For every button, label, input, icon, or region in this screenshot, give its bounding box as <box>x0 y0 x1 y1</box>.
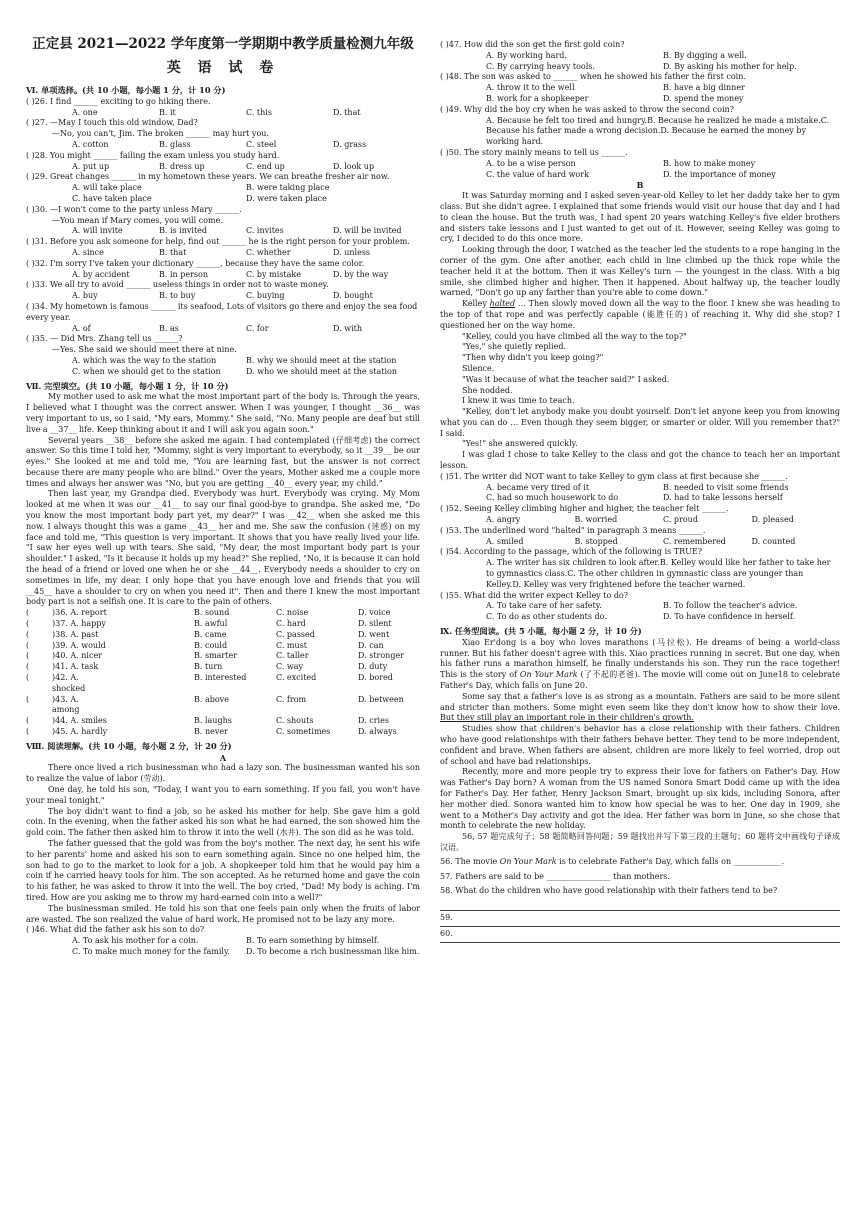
option-spacer <box>108 630 194 641</box>
option-a: )36. A. report <box>52 608 107 618</box>
question-55 <box>440 591 840 623</box>
options <box>26 248 420 259</box>
question-stem-cont: —No, you can't, Jim. The broken ______ may hurt you. <box>52 129 269 139</box>
option: A. which was the way to the station <box>72 355 217 365</box>
question-49 <box>440 105 840 148</box>
dialog-line: Silence. <box>462 363 495 373</box>
option-d: D. bored <box>358 673 393 683</box>
underlined-sentence: But they still play an important role in their children's growth. <box>440 713 694 723</box>
cloze-options <box>26 608 420 738</box>
option: D. the importance of money <box>663 169 776 179</box>
question-53 <box>440 526 840 548</box>
option-c: C. from <box>276 694 307 704</box>
dialog-line: "Yes!" she answered quickly. <box>462 439 578 449</box>
bracket: ( <box>26 673 30 683</box>
section-9-heading: Ⅸ. 任务型阅读。(共 5 小题，每小题 2 分，计 10 分) <box>440 626 642 637</box>
option-c: C. shouts <box>276 716 314 726</box>
option: C. invites <box>246 226 284 236</box>
option-a: )42. A. shocked <box>52 673 86 693</box>
question-stem: ( )31. Before you ask someone for help, find out ______ he is the right person for your problem. <box>26 237 410 247</box>
option: A. throw it to the well <box>486 83 575 93</box>
option: B. stopped <box>574 536 618 546</box>
option-a: )45. A. hardly <box>52 727 108 737</box>
option: C. for <box>246 323 269 333</box>
option: D. Because he earned the money by working hard. <box>486 126 806 147</box>
question <box>26 334 420 377</box>
option-c: C. taller <box>276 651 309 661</box>
option-spacer <box>108 716 194 727</box>
question <box>26 259 420 281</box>
option-c: C. noise <box>276 608 309 618</box>
option: D. who we should meet at the station <box>246 366 397 376</box>
options <box>440 558 840 590</box>
question-stem: ( )54. According to the passage, which of the following is TRUE? <box>440 547 703 557</box>
option-c: C. way <box>276 662 304 672</box>
option: B. glass <box>159 139 191 149</box>
option-a: )38. A. past <box>52 629 99 639</box>
options <box>26 936 420 958</box>
option-b: B. could <box>194 640 228 650</box>
option: D. counted <box>751 536 796 546</box>
q56-movie: On Your Mark <box>499 856 557 866</box>
option: B. Kelley would like her father to take her to gymnastics class. <box>486 558 831 579</box>
options <box>440 515 840 526</box>
options <box>26 324 420 335</box>
halted-word: halted <box>489 299 516 309</box>
option: A. by accident <box>72 269 130 279</box>
dialog-line: "Yes," she quietly replied. <box>462 342 567 352</box>
sec9-p1-post: (了不起的老爸). The movie will come out on June18 to celebrate Father's Day, which falls on June 20. <box>440 670 841 691</box>
cloze-paragraph: Then last year, my Grandpa died. Everybody was hurt. Everybody was crying. My Mom looked at me when it was our __41__ to say our final good-bye to grandpa. She asked me, "Do you know the most important body part yet, my dear?" I was __42__ when she asked me this now. I always thought this was a game __43__ her and me. She saw the confusion (迷惑) on my face and told me, "This question is very important. It shows that you have really lived your life. "I saw her eyes well up with tears. She said, "My dear, the most important body part is your shoulder." I asked, "Is it because it holds up my head?" She replied, "No, it is because it can hold the head of a friend or loved one when he or she __44__. Everybody needs a shoulder to cry on sometimes in life, my dear. I only hope that you have enough love and friends that you will __45__ have a shoulder to cry on when you need it". Then and there I knew the most important body part is not a selfish one. It is care to the pain of others. <box>26 489 420 607</box>
q56-pre: 56. The movie <box>440 856 500 866</box>
question-stem: ( )47. How did the son get the first gold coin? <box>440 40 625 49</box>
section-6-questions <box>26 97 420 378</box>
option-b: B. turn <box>194 662 223 672</box>
cloze-option-row <box>26 651 420 662</box>
passage-a-label: A <box>219 752 227 763</box>
option: A. since <box>72 247 104 257</box>
halted-post: … Then slowly moved down all the way to the floor. I knew she was heading to the top of that rope and was perfectly capable (能胜任的) of reaching it. Why did she stop? I questioned her on the way home. <box>440 299 840 330</box>
option-c: C. excited <box>276 673 317 683</box>
option: D. unless <box>333 247 371 257</box>
option-spacer <box>108 662 194 673</box>
halted-pre: Kelley <box>462 299 490 309</box>
option: B. Because he realized he made a mistake. <box>647 115 821 125</box>
options <box>440 51 840 73</box>
option: B. worried <box>574 515 618 525</box>
option-a: )41. A. task <box>52 662 99 672</box>
question-stem-cont: —Yes. She said we should meet there at nine. <box>52 345 237 355</box>
passage-paragraph: The father guessed that the gold was from the boy's mother. The next day, he sent his wife to her parents' home and asked his son to earn something again. Since no one helped him, the son had to go to the market to look for a job. A shopkeeper told him that he would pay him a coin if he carried heavy tools for him. The son accepted. As he returned home and gave the coin to his father, he was asked to throw it into the well. The boy cried, "Dad! My body is aching. I'm tired. How are you asking me to throw my hard-earned coin into a well?" <box>26 838 420 902</box>
passage-paragraph: The boy didn't want to find a job, so he asked his mother for help. She gave him a gold coin. In the evening, when the father asked his son what he had earned, the son showed him the gold coin. The father then asked him to throw it into the well (水井). The son did as he was told. <box>26 806 420 838</box>
question-stem: ( )50. The story mainly means to tell us ______. <box>440 147 628 157</box>
question-51 <box>440 472 840 504</box>
option: C. The other children in gymnastic class are younger than Kelley. <box>486 569 804 589</box>
sec9-p2-pre: Some say that a father's love is as strong as a mountain. Fathers are said to be more silent and stricter than mothers. Some might even seem like they don't know how to show their love. <box>440 691 840 712</box>
option: B. is invited <box>159 226 208 236</box>
option-spacer <box>108 641 194 652</box>
cloze-option-row <box>26 608 420 619</box>
option: C. the value of hard work <box>486 169 589 179</box>
bracket: ( <box>26 694 30 704</box>
question-stem: ( )35. — Did Mrs. Zhang tell us ______? <box>26 334 183 344</box>
sec9-paragraphs <box>440 724 840 832</box>
movie-title: On Your Mark <box>519 670 578 680</box>
passage-paragraph: One day, he told his son, "Today, I want you to earn something. If you fail, you won't have your meal tonight." <box>26 785 420 805</box>
option: B. dress up <box>159 161 205 171</box>
passage-b <box>440 191 840 299</box>
option: D. spend the money <box>663 93 744 103</box>
options <box>440 537 840 548</box>
question <box>26 151 420 173</box>
option: B. in person <box>159 269 208 279</box>
options <box>440 83 840 105</box>
question-54 <box>440 547 840 590</box>
passage-b-label: B <box>636 180 644 191</box>
dialog-line: "Kelley, could you have climbed all the way to the top?" <box>462 331 687 341</box>
cloze-option-row <box>26 630 420 641</box>
answer-60-line[interactable] <box>440 929 840 943</box>
option: B. needed to visit some friends <box>663 482 789 492</box>
option: B. as <box>159 323 179 333</box>
option-d: D. can <box>358 640 384 650</box>
option: C. whether <box>246 247 291 257</box>
cloze-paragraph: Several years __38__ before she asked me again. I had contemplated (仔细考虑) the correct answer. So this time I told her, "Mommy, sight is very important to everybody, so it __39__ be our eyes." She looked at me and told me, "You are learning fast, but the answer is not correct because there are many people who are blind." Over the years, Mother asked me a couple more times and always her answer was "No, but you are getting __40__ every year, my child." <box>26 435 420 488</box>
option: A. The writer has six children to look after. <box>486 558 660 568</box>
option: C. steel <box>246 139 277 149</box>
option: B. By digging a well. <box>663 50 747 60</box>
dialog-line: "Then why didn't you keep going?" <box>462 353 604 363</box>
exam-title: 正定县 2021—2022 学年度第一学期期中教学质量检测九年级 <box>32 36 414 52</box>
option-b: B. laughs <box>194 716 232 726</box>
exam-subtitle: 英 语 试 卷 <box>166 60 280 76</box>
option: C. To do as other students do. <box>486 612 607 622</box>
option: B. how to make money <box>663 158 756 168</box>
option-b: B. came <box>194 629 227 639</box>
bracket: ( <box>26 640 30 650</box>
passage-paragraph: Recently, more and more people try to express their love for fathers on Father's Day. How was Father's Day born? A woman from the US named Sonora Smart Dodd came up with the idea for Father's Day. Her father, Henry Jackson Smart, brought up six kids, including Sonora, after her mother died. Sonora wanted him to know how special he was to her. One day in 1909, she went to a Mother's Day activity and got the idea. Her father was born in June, so she chose that month to celebrate the new holiday. <box>440 767 840 831</box>
option: A. Because he felt too tired and hungry. <box>486 115 648 125</box>
dialog <box>440 332 840 472</box>
option: B. why we should meet at the station <box>246 355 397 365</box>
passage-paragraph: Looking through the door, I watched as the teacher led the students to a rope hanging in the corner of the gym. One after another, each child in line climbed up the thick rope while the teacher held it at the bottom. Then it was Kelley's turn — the youngest in the class. With a big smile, she climbed higher and higher. Then it happened. About halfway up, the teacher loudly warned, "Don't go up any farther than you're able to come down." <box>440 245 840 298</box>
bracket: ( <box>26 651 30 661</box>
option: D. will be invited <box>333 226 402 236</box>
bracket: ( <box>26 619 30 629</box>
option: B. that <box>159 247 187 257</box>
question-stem: ( )28. You might ______ failing the exam unless you study hard. <box>26 150 280 160</box>
dialog-line: She nodded. <box>462 385 513 395</box>
halted-paragraph <box>440 299 840 331</box>
options <box>26 108 420 119</box>
option-d: D. duty <box>358 662 388 672</box>
question-stem: ( )46. What did the father ask his son to do? <box>26 925 205 935</box>
question-stem: ( )29. Great changes ______ in my hometown these years. We can breathe fresher air now. <box>26 172 390 182</box>
question-52 <box>440 504 840 526</box>
question-stem: ( )48. The son was asked to ______ when he showed his father the first coin. <box>440 72 746 82</box>
options <box>26 162 420 173</box>
question <box>26 205 420 237</box>
dialog-line: "Was it because of what the teacher said?" I asked. <box>462 374 670 384</box>
option-d: D. always <box>358 727 397 737</box>
question-stem: ( )52. Seeing Kelley climbing higher and higher, the teacher felt ______. <box>440 504 729 514</box>
option: D. To have confidence in herself. <box>663 612 796 622</box>
cloze-option-row <box>26 619 420 630</box>
option-b: B. sound <box>194 608 230 618</box>
question <box>26 280 420 302</box>
cloze-paragraph: My mother used to ask me what the most important part of the body is. Through the years, I believed what I thought was the correct answer. When I was younger, I thought __36__ was very important to us, so I said, "My ears, Mommy." She said, "No. Many people are deaf but still live a __37__ life. Keep thinking about it and I will ask you again soon." <box>26 392 420 434</box>
question-stem: ( )30. —I won't come to the party unless Mary ______. <box>26 204 242 214</box>
dialog-line: I knew it was time to teach. <box>462 396 575 406</box>
option: B. have a big dinner <box>663 83 745 93</box>
option: A. angry <box>486 515 521 525</box>
section-6-heading: Ⅵ. 单项选择。(共 10 小题，每小题 1 分，计 10 分) <box>26 85 226 95</box>
option-c: C. passed <box>276 629 315 639</box>
option: C. had so much housework to do <box>486 493 619 503</box>
question-stem: ( )51. The writer did NOT want to take Kelley to gym class at first because she ______. <box>440 471 788 481</box>
option: D. bought <box>333 291 373 301</box>
option-d: D. stronger <box>358 651 405 661</box>
question-50 <box>440 148 840 180</box>
option: A. cotton <box>72 139 109 149</box>
answer-58-line[interactable] <box>440 897 840 911</box>
option: A. put up <box>72 161 110 171</box>
option-d: D. between <box>358 694 404 704</box>
option: D. Kelley was very frightened before the teacher warned. <box>512 579 746 589</box>
option: A. To ask his mother for a coin. <box>72 936 199 946</box>
options <box>440 116 840 148</box>
option: B. were taking place <box>246 183 330 193</box>
option: D. look up <box>333 161 375 171</box>
answer-59-line[interactable] <box>440 913 840 927</box>
option: A. smiled <box>486 536 524 546</box>
passage-paragraph: There once lived a rich businessman who had a lazy son. The businessman wanted his son to realize the value of labor (劳动). <box>26 763 420 784</box>
option: C. when we should get to the station <box>72 366 221 376</box>
dialog-line: "Kelley, don't let anybody make you doubt yourself. Don't let anyone keep you from knowing what you can do … Even though they seem bigger, or smarter or older. Will you remember that?" I said. <box>440 407 840 438</box>
question <box>26 118 420 150</box>
option: B. work for a shopkeeper <box>486 93 589 103</box>
option-b: B. interested <box>194 673 247 683</box>
option: D. that <box>333 107 361 117</box>
option-a: )37. A. happy <box>52 619 106 629</box>
options <box>26 226 420 237</box>
section-8-heading: Ⅷ. 阅读理解。(共 10 小题，每小题 2 分，计 20 分) <box>26 740 232 751</box>
q59-label: 59. <box>440 913 453 923</box>
question-stem: ( )49. Why did the boy cry when he was asked to throw the second coin? <box>440 104 734 114</box>
option-b: B. awful <box>194 619 228 629</box>
option-d: D. cries <box>358 716 389 726</box>
section-7-heading: Ⅶ. 完型填空。(共 10 小题，每小题 1 分，计 10 分) <box>26 380 229 391</box>
question-46 <box>26 925 420 957</box>
sec9-p1-pre: Xiao Er'dong is a boy who loves marathons (马拉松). He dreams of being a world-class runner. But his father doesn't agree with this. Xiao practices running in secret. But one day, when his father runs a marathon himself, he finally understands his son. They run the race together! This is the story of <box>440 637 840 680</box>
sec9-instruction: 56, 57 题完成句子；58 题简略回答问题；59 题找出并写下第三段的主题句；60 题将文中画线句子译成汉语。 <box>440 832 840 852</box>
option: A. buy <box>72 291 98 301</box>
option-b: B. above <box>194 694 229 704</box>
q60-label: 60. <box>440 929 453 939</box>
passage-a <box>26 763 420 925</box>
question-stem: ( )27. —May I touch this old window, Dad? <box>26 118 198 128</box>
option-spacer <box>108 727 194 738</box>
question <box>26 237 420 259</box>
option-b: B. smarter <box>194 651 238 661</box>
option: B. To follow the teacher's advice. <box>663 601 798 611</box>
question-stem: ( )55. What did the writer expect Kelley to do? <box>440 590 629 600</box>
options <box>26 140 420 151</box>
option-d: D. went <box>358 629 390 639</box>
option: C. this <box>246 107 272 117</box>
options <box>26 270 420 281</box>
question-48 <box>440 72 840 104</box>
option: C. To make much money for the family. <box>72 946 230 956</box>
option: C. have taken place <box>72 193 152 203</box>
question-57: 57. Fathers are said to be ________________ than mothers. <box>440 871 670 881</box>
option-c: C. must <box>276 640 307 650</box>
question <box>26 97 420 119</box>
bracket: ( <box>26 629 30 639</box>
option-a: )43. A. among <box>52 694 80 715</box>
option: D. grass <box>333 139 367 149</box>
option: D. by the way <box>333 269 389 279</box>
question-58: 58. What do the children who have good relationship with their fathers tend to be? <box>440 886 778 896</box>
right-column <box>440 40 840 945</box>
options <box>26 356 420 378</box>
option: C. By carrying heavy tools. <box>486 61 595 71</box>
cloze-option-row <box>26 673 420 695</box>
option: D. By asking his mother for help. <box>663 61 797 71</box>
bracket: ( <box>26 716 30 726</box>
option-a: )40. A. nicer <box>52 651 102 661</box>
cloze-option-row <box>26 641 420 652</box>
option: D. To become a rich businessman like him. <box>246 946 420 956</box>
bracket: ( <box>26 727 30 737</box>
question-stem-cont: —You mean if Mary comes, you will come. <box>52 215 223 225</box>
options <box>440 601 840 623</box>
option: A. will invite <box>72 226 123 236</box>
passage-paragraph: The businessman smiled. He told his son that one feels pain only when the fruits of labor are wasted. The son realized the value of hard work. He promised not to be lazy any more. <box>26 903 420 924</box>
left-column <box>26 0 420 958</box>
option-b: B. never <box>194 727 228 737</box>
cloze-option-row <box>26 727 420 738</box>
question-stem: ( )53. The underlined word "halted" in paragraph 3 means ______. <box>440 525 706 535</box>
option-a: )39. A. would <box>52 640 106 650</box>
option-spacer <box>108 619 194 630</box>
option: D. were taken place <box>246 193 327 203</box>
question-stem: ( )26. I find ______ exciting to go hiking there. <box>26 96 211 106</box>
option: C. by mistake <box>246 269 301 279</box>
passage-paragraph: It was Saturday morning and I asked seven-year-old Kelley to let her daddy take her to gym class. But she didn't agree. I explained that some friends would visit our house that day and I had to clean the house. But the truth was, I had spent 20 years watching Kelley's five elder brothers and sisters take lessons and I just wanted to get out of it. However, seeing Kelley was going to cry, I decided to do this once more. <box>440 191 840 244</box>
option: D. with <box>333 323 362 333</box>
options <box>440 159 840 181</box>
option-spacer <box>108 651 194 662</box>
option: B. to buy <box>159 291 196 301</box>
options <box>26 291 420 302</box>
sec9-paragraph-2 <box>440 692 840 724</box>
options <box>440 483 840 505</box>
question-stem: ( )34. My hometown is famous ______ its seafood, Lots of visitors go there and enjoy the sea food every year. <box>26 301 418 322</box>
option: C. Because his father made a wrong decision. <box>486 115 830 136</box>
option-spacer <box>108 673 194 695</box>
option: B. To earn something by himself. <box>246 936 380 946</box>
option: A. By working hard. <box>486 50 567 60</box>
option: C. remembered <box>663 536 726 546</box>
question <box>26 302 420 334</box>
cloze-passage <box>26 392 420 608</box>
question <box>26 172 420 204</box>
bracket: ( <box>26 662 30 672</box>
bracket: ( <box>26 608 30 618</box>
option: D. had to take lessons herself <box>663 493 783 503</box>
dialog-line: I was glad I chose to take Kelley to the class and got the chance to teach her an important lesson. <box>440 450 840 471</box>
q56-post: is to celebrate Father's Day, which falls on ____________. <box>556 856 785 866</box>
option: A. To take care of her safety. <box>486 601 602 611</box>
option: A. of <box>72 323 91 333</box>
cloze-option-row <box>26 662 420 673</box>
option: C. end up <box>246 161 285 171</box>
question-stem: ( )33. We all try to avoid ______ useless things in order not to waste money. <box>26 280 329 290</box>
option: A. became very tired of it <box>486 482 590 492</box>
option-d: D. voice <box>358 608 391 618</box>
option-c: C. sometimes <box>276 727 331 737</box>
question-56 <box>440 857 840 868</box>
option: A. will take place <box>72 183 142 193</box>
cloze-option-row <box>26 716 420 727</box>
option: C. buying <box>246 291 285 301</box>
option: A. one <box>72 107 98 117</box>
option-d: D. silent <box>358 619 392 629</box>
option-spacer <box>108 608 194 619</box>
cloze-option-row <box>26 695 420 717</box>
question-47 <box>440 40 840 72</box>
option: C. proud <box>663 515 698 525</box>
option: B. it <box>159 107 176 117</box>
option-c: C. hard <box>276 619 306 629</box>
options <box>26 183 420 205</box>
option-spacer <box>108 695 194 717</box>
question-stem: ( )32. I'm sorry I've taken your dictionary ______, because they have the same color. <box>26 258 365 268</box>
sec9-paragraph-1 <box>440 638 840 692</box>
passage-paragraph: Studies show that children's behavior has a close relationship with their fathers. Children who have good relationships with their fathers behave better. They tend to be more independent, confident and brave. When fathers are absent, children are more likely to feel worried, drop out of school and have bad relationships. <box>440 724 840 766</box>
option: A. to be a wise person <box>486 158 576 168</box>
option-a: )44. A. smiles <box>52 716 107 726</box>
option: D. pleased <box>751 515 794 525</box>
